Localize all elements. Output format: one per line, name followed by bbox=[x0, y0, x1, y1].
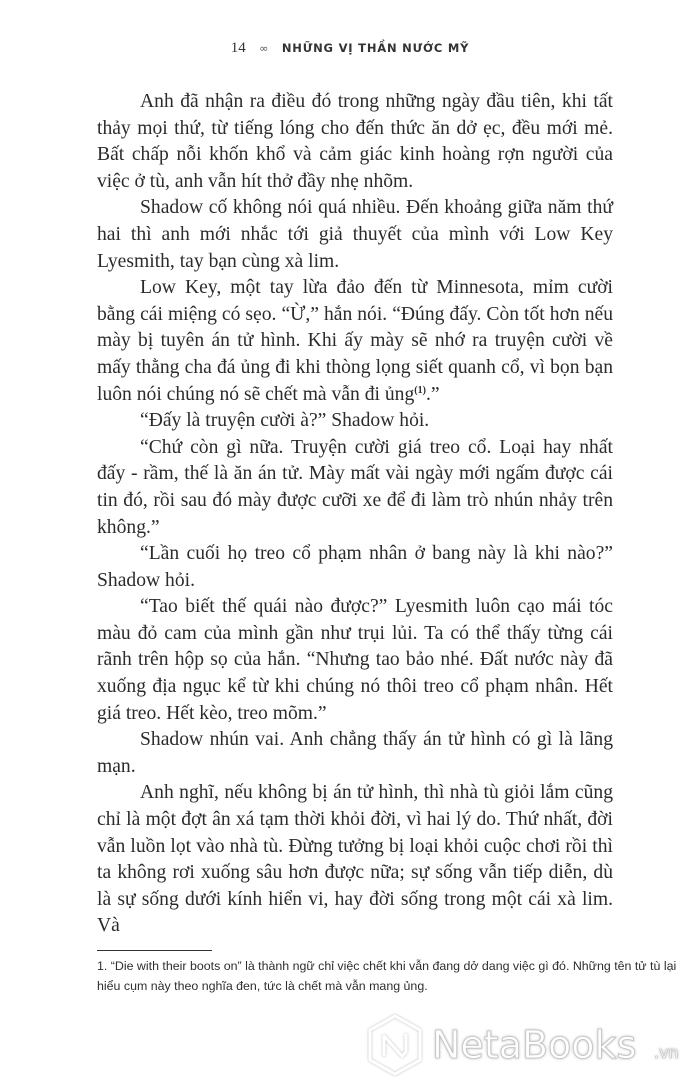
book-title: NHỮNG VỊ THẦN NƯỚC MỸ bbox=[281, 41, 470, 55]
paragraph-text: Low Key, một tay lừa đảo đến từ Minnesota, mỉm cười bằng cái miệng có sẹo. “Ừ,” hắn nói. “Đúng đấy. Còn tốt hơn nếu mày bị tuyên án tử hình. Khi ấy mày sẽ nhớ ra truyện cười về mấy thằng cha đá ủng đi khi thòng lọng siết quanh cổ, vì bọn bạn luôn nói chúng nó sẽ chết mà vẫn đi ủng bbox=[97, 277, 613, 405]
footnotes bbox=[97, 956, 677, 996]
paragraph bbox=[97, 275, 613, 408]
paragraph: Shadow nhún vai. Anh chẳng thấy án tử hình có gì là lãng mạn. bbox=[97, 729, 613, 777]
paragraph: Anh đã nhận ra điều đó trong những ngày đầu tiên, khi tất thảy mọi thứ, từ tiếng lóng cho đến thức ăn dở ẹc, đều mới mẻ. Bất chấp nỗi khốn khổ và cảm giác kinh hoàng rợn người của việc ở tù, anh vẫn hít thở đầy nhẹ nhõm. bbox=[97, 91, 613, 192]
watermark-brand: NetaBooks bbox=[432, 1023, 637, 1067]
netabooks-logo-icon bbox=[362, 1012, 692, 1078]
infinity-separator-icon: ∞ bbox=[259, 42, 269, 55]
paragraph: “Tao biết thế quái nào được?” Lyesmith luôn cạo mái tóc màu đỏ cam của mình gần như trụi lủi. Ta có thể thấy từng cái rãnh trên hộp sọ của hắn. “Nhưng tao bảo nhé. Đất nước này đã xuống địa ngục kể từ khi chúng nó thôi treo cổ phạm nhân. Hết giá treo. Hết kèo, treo mõm.” bbox=[97, 596, 613, 724]
page-number: 14 bbox=[230, 40, 246, 56]
paragraph: Anh nghĩ, nếu không bị án tử hình, thì nhà tù giỏi lắm cũng chỉ là một đợt ân xá tạm thời khỏi đời, vì hai lý do. Thứ nhất, đời vẫn luồn lọt vào nhà tù. Đừng tưởng bị loại khỏi cuộc chơi rồi thì ta không rơi xuống sâu hơn được nữa; sự sống vẫn tiếp diễn, dù là sự sống dưới kính hiển vi, hay đời sống trong một cái xà lim. Và bbox=[97, 782, 613, 937]
footnote-ref[interactable]: (1) bbox=[414, 384, 426, 396]
paragraph: Shadow cố không nói quá nhiều. Đến khoảng giữa năm thứ hai thì anh mới nhắc tới giả thuyết của mình với Low Key Lyesmith, tay bạn cùng xà lim. bbox=[97, 197, 613, 272]
footnote: 1. “Die with their boots on” là thành ngữ chỉ việc chết khi vẫn đang dở dang việc gì đó. Những tên tử tù lại hiểu cụm này theo nghĩa đen, tức là chết mà vẫn mang ủng. bbox=[97, 959, 677, 993]
paragraph: “Chứ còn gì nữa. Truyện cười giá treo cổ. Loại hay nhất đấy - rầm, thế là ăn án tử. Mày mất vài ngày mới ngấm được cái tin đó, rồi sau đó mày được cưỡi xe để đi làm trò nhún nhảy trên không.” bbox=[97, 436, 613, 538]
paragraph: “Lần cuối họ treo cổ phạm nhân ở bang này là khi nào?” Shadow hỏi. bbox=[97, 543, 613, 591]
body-text bbox=[97, 89, 613, 940]
watermark bbox=[362, 1012, 692, 1078]
running-head bbox=[0, 40, 700, 57]
footnote-divider bbox=[97, 950, 212, 951]
paragraph: “Đấy là truyện cười à?” Shadow hỏi. bbox=[140, 410, 430, 432]
watermark-suffix: .vn bbox=[654, 1043, 679, 1062]
paragraph-tail: .” bbox=[425, 383, 440, 405]
